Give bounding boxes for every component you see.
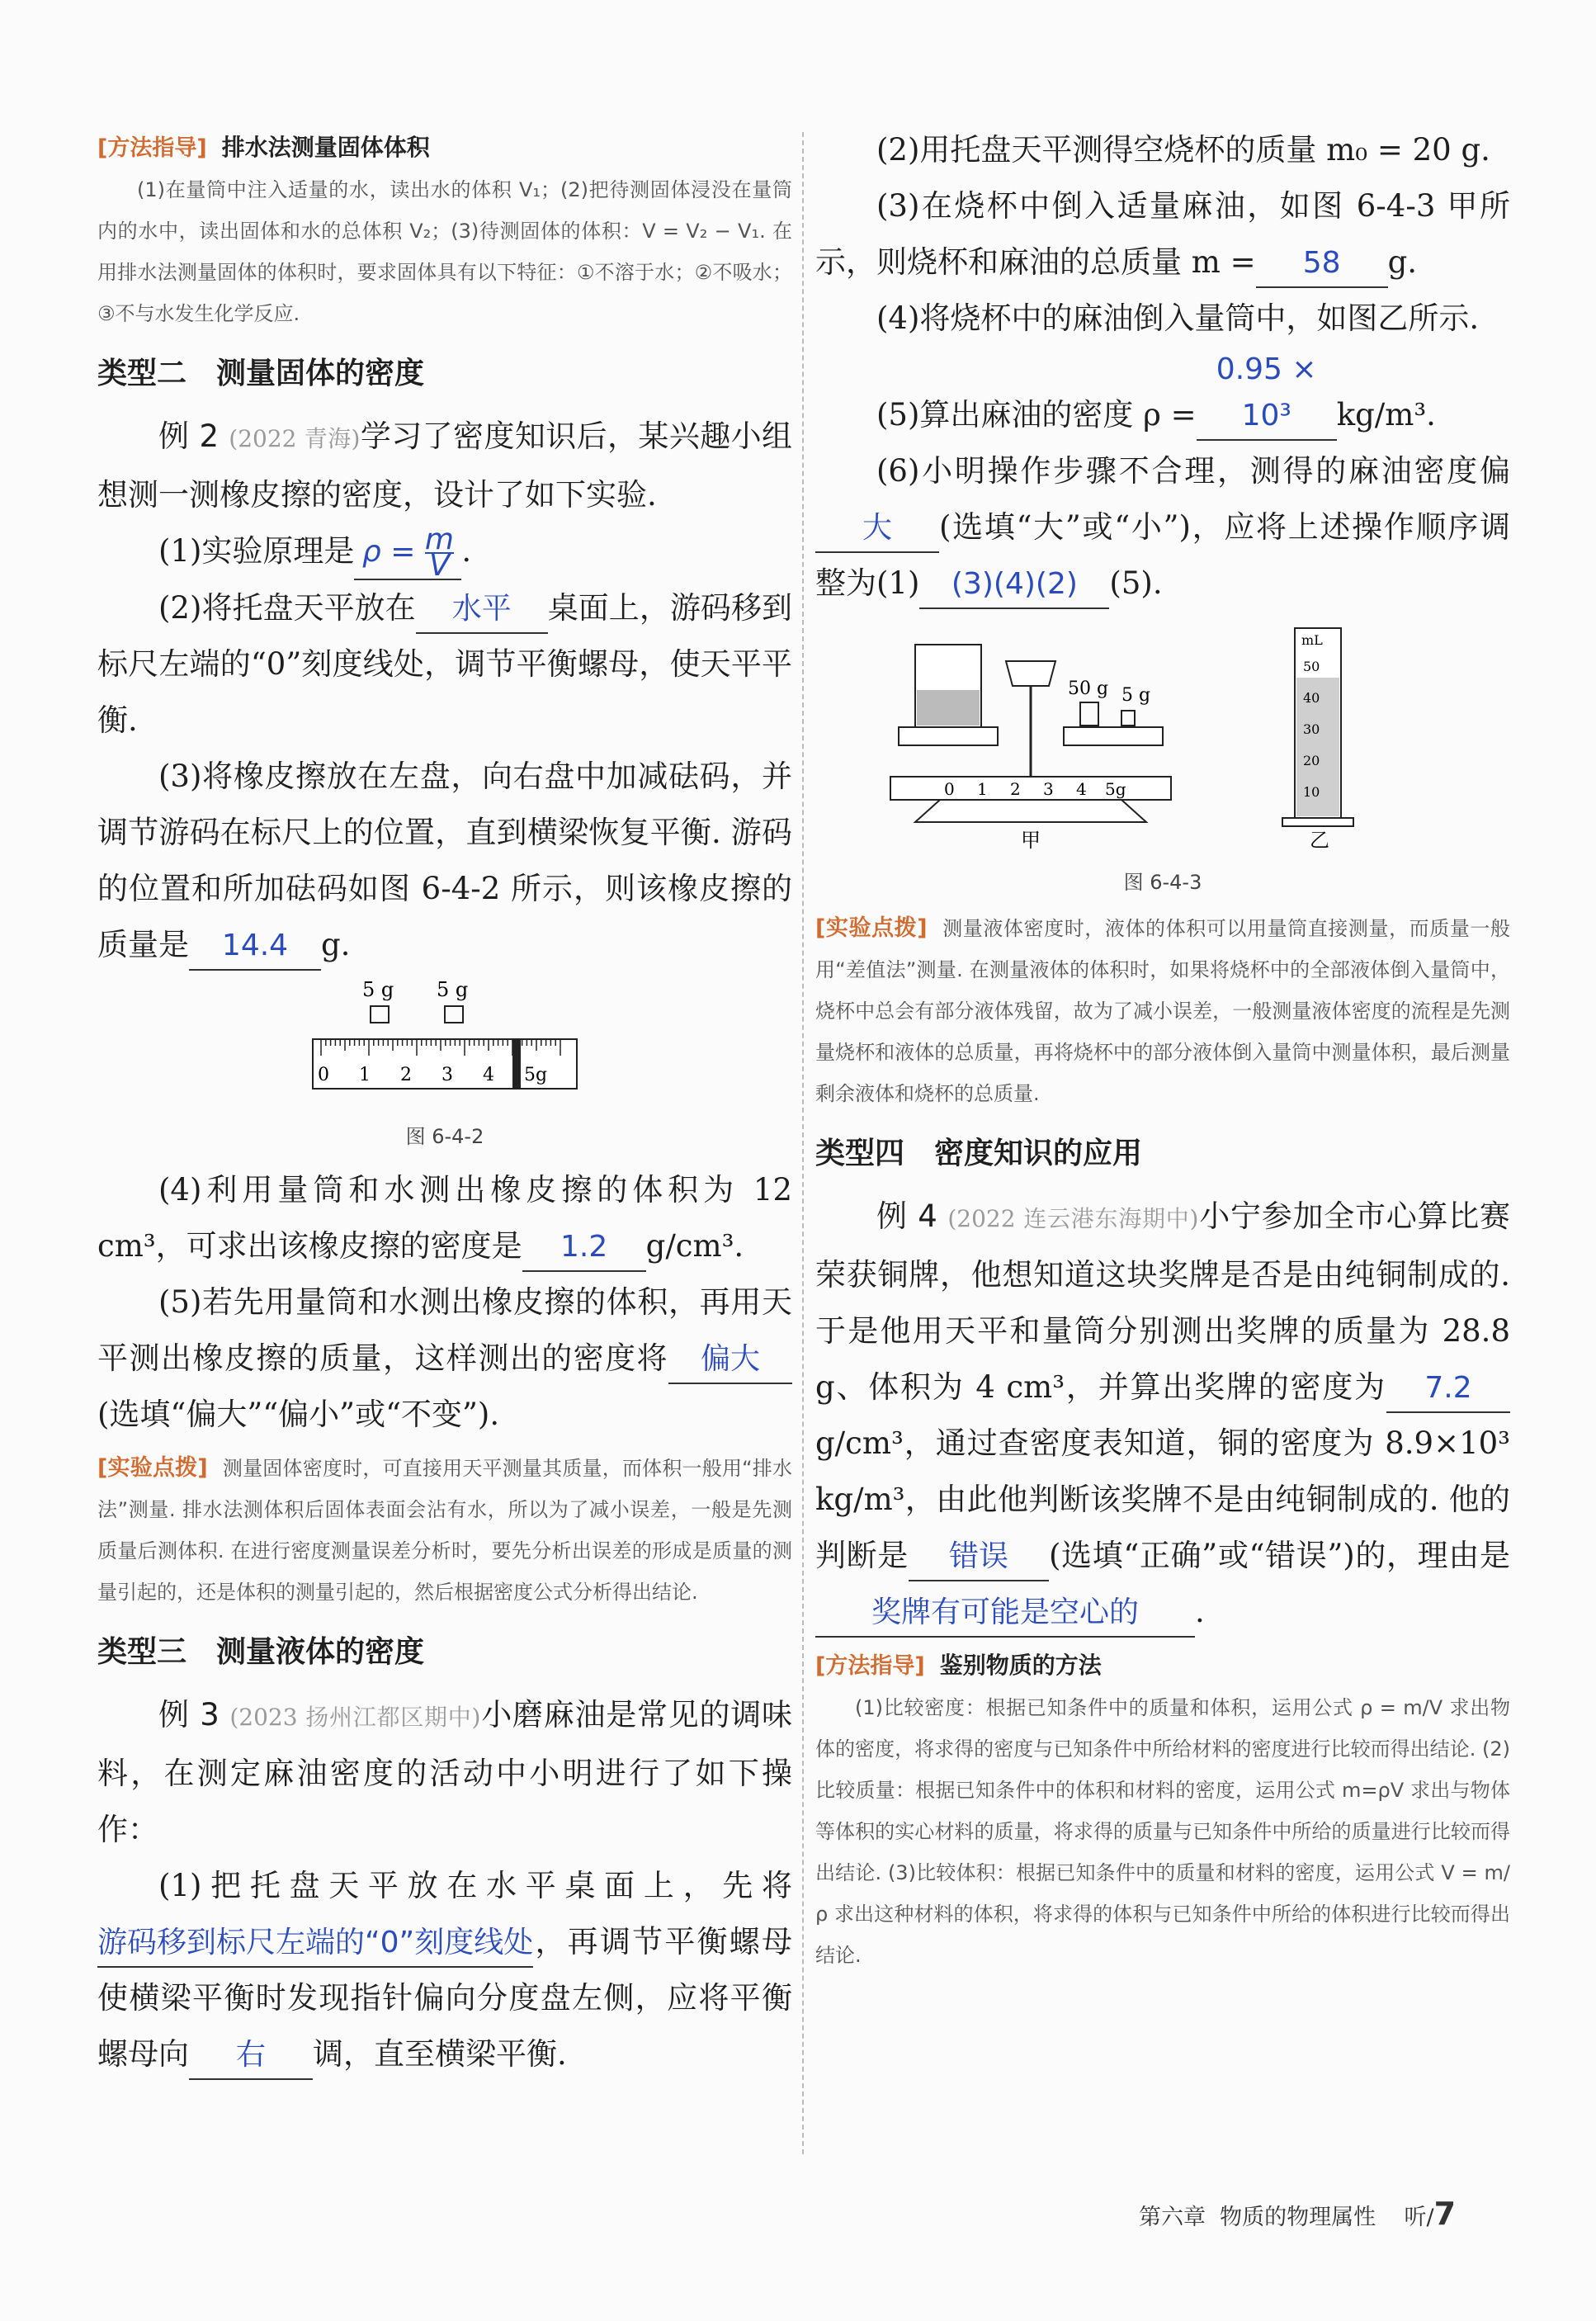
tick-label: 3 [1043,779,1054,799]
ex3-q6-answer2: (3)(4)(2) [919,561,1109,609]
ex2-stem: 例 2 (2022 青海)学习了密度知识后，某兴趣小组想测一测橡皮擦的密度，设计了如下实验. [97,418,793,513]
ex2-q2: (2)将托盘天平放在 水平 桌面上，游码移到标尺左端的“0”刻度线处，调节平衡螺母，使天平平衡. [97,580,792,749]
method-guide-2: [方法指导] 鉴别物质的方法 (1)比较密度：根据已知条件中的质量和体积，运用公式 ρ = m/V 求出物体的密度，将求得的密度与已知条件中所给材料的密度进行比较而得出结论. (2)比较质量：根据已知条件中的体积和材料的密度，运用公式 m=ρV 求出与物体等体积的实心材料的质量，将求得的质量与已知条件中所给的质量进行比较而得出结论. (3)比较体积：根据已知条件中的质量和材料的密度，运用公式 V = m/ρ 求出这种材料的体积，将求得的体积与已知条件中所给的体积进行比较而得出结论. [815,1645,1510,1976]
ex3-q5-answer: 0.95 × 10³ [1197,347,1337,441]
tick-label: 4 [483,1065,494,1085]
experiment-tip-2: [实验点拨] 测量液体密度时，液体的体积可以用量筒直接测量，而质量一般用“差值法”测量. 在测量液体的体积时，如果将烧杯中的全部液体倒入量筒中，烧杯中总会有部分液体残留，故为了减小误差，一般测量液体密度的流程是先测量烧杯和液体的总质量，再将烧杯中的部分液体倒入量筒中测量体积，最后测量剩余液体和烧杯的总质量. [815,915,1510,1105]
tick-label: 4 [1076,779,1087,799]
cyl-mark: 20 [1303,753,1320,768]
experiment-tip-1: [实验点拨] 测量固体密度时，可直接用天平测量其质量，而体积一般用“排水法”测量. 排水法测体积后固体表面会沾有水，所以为了减小误差，一般是先测质量后测体积. 在进行密度测量误差分析时，要先分析出误差的形成是质量的测量引起的，还是体积的测量引起的，然后根据密度公式分析得出结论. [97,1455,792,1604]
ex2-q1: (1)实验原理是 ρ = $\frac{m}{V}$ . [158,522,472,583]
cyl-mark: 50 [1303,659,1320,674]
ex4-answer-1: 7.2 [1386,1365,1510,1413]
ex3-stem: 例 3 (2023 扬州江都区期中)小磨麻油是常见的调味料，在测定麻油密度的活动中小明进行了如下操作： [97,1697,793,1847]
method-text: (1)在量筒中注入适量的水，读出水的体积 V₁；(2)把待测固体浸没在量筒内的水中，读出固体和水的总体积 V₂；(3)待测固体的体积：V = V₂ − V₁. 在用排水法测量固体的体积时，要求固体具有以下特征：①不溶于水；②不吸水；③不与水发生化学反应. [97,178,792,325]
ex3-q4: (4)将烧杯中的麻油倒入量筒中，如图乙所示. [876,300,1480,336]
ex3-q1: (1)把托盘天平放在水平桌面上，先将游码移到标尺左端的“0”刻度线处，再调节平衡螺母使横梁平衡时发现指针偏向分度盘左侧，应将平衡螺母向 右 调，直至横梁平衡. [97,1858,792,2082]
fig-label-a: 甲 [1021,829,1041,852]
figure-caption: 图 6-4-3 [1123,871,1202,894]
fig-weight-1: 5 g [362,978,394,1001]
ex4-answer-3: 奖牌有可能是空心的 [815,1590,1195,1638]
type2-heading: 类型二 测量固体的密度 [97,357,425,390]
tick-label: 1 [977,779,988,799]
tick-label: 0 [318,1065,329,1085]
tick-label: 1 [359,1065,371,1085]
type3-heading: 类型三 测量液体的密度 [97,1635,425,1669]
ex3-q6-answer: 大 [815,505,939,553]
weight-1-icon [371,1006,389,1023]
ex2-q5-answer: 偏大 [668,1336,792,1384]
column-divider [802,132,804,2154]
ex3-q1-answer: 游码移到标尺左端的“0”刻度线处 [97,1920,533,1968]
sesame-oil [917,690,980,726]
cyl-unit: mL [1301,632,1323,648]
rider-marker [512,1039,521,1089]
ex2-q2-answer: 水平 [416,586,548,634]
ex2-q4-answer: 1.2 [522,1224,646,1272]
ex2-q4: (4)利用量筒和水测出橡皮擦的体积为 12 cm³，可求出该橡皮擦的密度是 1.2 g/cm³. [97,1162,792,1274]
page-footer: 第六章 物质的物理属性 听/7 [1139,2196,1457,2232]
ex3-q6: (6)小明操作步骤不合理，测得的麻油密度偏大 (选填“大”或“小”)，应将上述操作顺序调整为(1) (3)(4)(2) (5). [815,443,1510,612]
tick-label: 5g [524,1065,548,1085]
ex3-q3-answer: 58 [1256,240,1388,288]
left-column [97,122,792,2082]
tick-label: 2 [400,1065,412,1085]
fig-weight-label: 50 g [1068,678,1109,699]
balance-beam [890,777,1171,800]
cylinder-base [1282,818,1353,826]
weight-2-icon [445,1006,463,1023]
ex4-answer-2: 错误 [909,1534,1049,1581]
type4-heading: 类型四 密度知识的应用 [815,1137,1143,1170]
weight-50g-icon [1080,702,1098,726]
method2-text: (1)比较密度：根据已知条件中的质量和体积，运用公式 ρ = m/V 求出物体的密度，将求得的密度与已知条件中所给材料的密度进行比较而得出结论. (2)比较质量：根据已知条件中的体积和材料的密度，运用公式 m=ρV 求出与物体等体积的实心材料的质量，将求得的质量与已知条件中所给的质量进行比较而得出结论. (3)比较体积：根据已知条件中的质量和材料的密度，运用公式 V = m/ρ 求出这种材料的体积，将求得的体积与已知条件中所给的体积进行比较而得出结论. [815,1696,1510,1967]
left-pan [899,727,998,745]
tick-label: 5g [1105,779,1126,799]
method-tag: [方法指导] [97,135,207,161]
ex3-q5: (5)算出麻油的密度 ρ =0.95 × 10³ kg/m³. [815,347,1510,443]
ex3-q1-answer2: 右 [189,2032,313,2080]
balance-base [915,800,1146,822]
fig-weight-2: 5 g [437,978,469,1001]
figure-6-4-2 [296,973,593,1113]
method-title: 排水法测量固体体积 [221,134,430,161]
tick-label: 3 [441,1065,453,1085]
ex2-q1-answer: ρ = $\frac{m}{V}$ [354,527,461,580]
method-guide-1 [97,127,792,334]
ex3-q2: (2)用托盘天平测得空烧杯的质量 m₀ = 20 g. [876,132,1490,168]
cyl-mark: 30 [1303,721,1320,737]
figure-6-4-3 [866,612,1460,859]
fig-weight-label: 5 g [1121,685,1151,706]
cyl-mark: 40 [1303,690,1320,706]
tick-label: 2 [1010,779,1021,799]
right-column [815,122,1510,1981]
tick-label: 0 [944,779,955,799]
fig-label-b: 乙 [1310,829,1329,852]
figure-caption: 图 6-4-2 [405,1125,484,1148]
dial-icon [1006,661,1055,686]
ex4-body: 例 4 (2022 连云港东海期中)小宁参加全市心算比赛荣获铜牌，他想知道这块奖牌是否是由纯铜制成的. 于是他用天平和量筒分别测出奖牌的质量为 28.8 g、体积为 4 cm³，并算出奖牌的密度为 7.2g/cm³，通过查密度表知道，铜的密度为 8.9×10³ kg/m³，由此他判断该奖牌不是由纯铜制成的. 他的判断是 错误 (选填“正确”或“错误”)的，理由是奖牌有可能是空心的 . [815,1189,1510,1640]
weight-5g-icon [1121,711,1135,726]
right-pan [1064,727,1163,745]
ex2-q3: (3)将橡皮擦放在左盘，向右盘中加减砝码，并调节游码在标尺上的位置，直到横梁恢复平衡. 游码的位置和所加砝码如图 6-4-2 所示，则该橡皮擦的质量是 14.4 g. [97,749,792,973]
cyl-mark: 10 [1303,784,1320,800]
ex3-q3: (3)在烧杯中倒入适量麻油，如图 6-4-3 甲所示，则烧杯和麻油的总质量 m = 58 g. [815,178,1510,291]
ex2-q5: (5)若先用量筒和水测出橡皮擦的体积，再用天平测出橡皮擦的质量，这样测出的密度将 偏大(选填“偏大”“偏小”或“不变”). [97,1284,792,1432]
ex2-q3-answer: 14.4 [189,923,321,971]
